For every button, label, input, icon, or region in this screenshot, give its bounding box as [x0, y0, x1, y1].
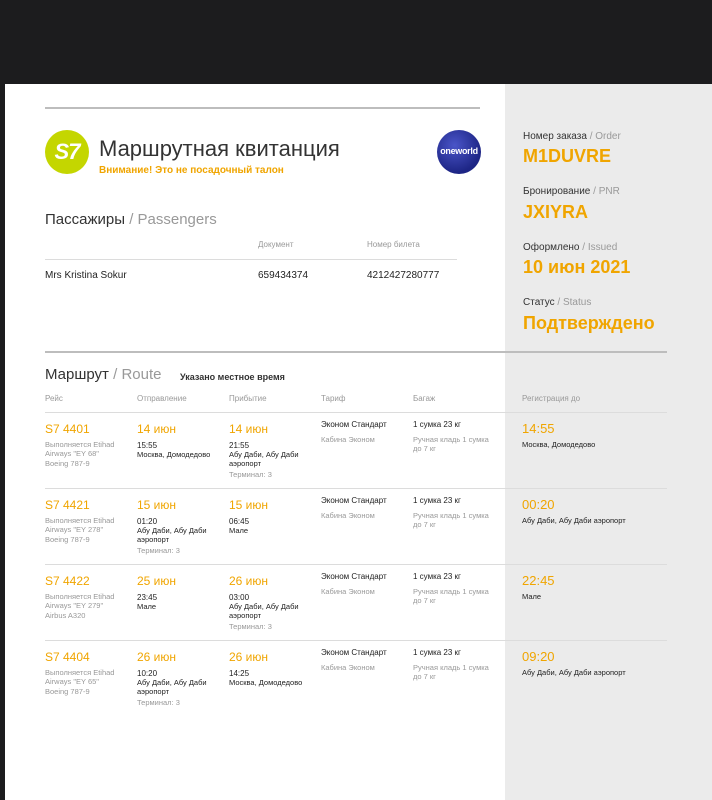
- tariff: Эконом Стандарт: [321, 572, 387, 581]
- arrival-place: Мале: [229, 526, 249, 535]
- passenger-name: Mrs Kristina Sokur: [45, 270, 127, 281]
- baggage-allowance: 1 сумка 23 кг: [413, 572, 461, 581]
- arrival-place: Абу Даби, Абу Даби аэропорт: [229, 602, 299, 621]
- departure-place: Абу Даби, Абу Даби аэропорт: [137, 526, 207, 545]
- flight-number: S7 4421: [45, 498, 90, 512]
- route-row: [5, 640, 712, 716]
- passenger-header-line: [45, 259, 457, 260]
- pnr-label: Бронирование / PNR: [523, 186, 620, 197]
- departure-time: 10:20: [137, 669, 158, 678]
- cabin-class: Кабина Эконом: [321, 435, 375, 444]
- tariff-col-header: Тариф: [321, 394, 346, 403]
- operated-by: Выполняется Etihad Airways "EY 279" Airbus A320: [45, 592, 115, 620]
- arrival-date: 15 июн: [229, 498, 269, 512]
- order-number: M1DUVRE: [523, 146, 612, 166]
- arrival-date: 26 июн: [229, 650, 269, 664]
- pnr-value: JXIYRA: [523, 202, 589, 222]
- departure-terminal: Терминал: 3: [137, 698, 180, 707]
- arrival-terminal: Терминал: 3: [229, 622, 272, 631]
- baggage-allowance: 1 сумка 23 кг: [413, 648, 461, 657]
- route-row: [5, 412, 712, 488]
- hand-luggage: Ручная кладь 1 сумка до 7 кг: [413, 511, 489, 530]
- departure-date: 14 июн: [137, 422, 177, 436]
- page-title: Маршрутная квитанция: [99, 136, 340, 161]
- checkin-place: Абу Даби, Абу Даби аэропорт: [522, 516, 626, 525]
- departure-place: Мале: [137, 602, 157, 611]
- oneworld-logo: oneworld: [437, 130, 481, 174]
- flight-number: S7 4422: [45, 574, 90, 588]
- hand-luggage: Ручная кладь 1 сумка до 7 кг: [413, 663, 489, 682]
- tariff: Эконом Стандарт: [321, 420, 387, 429]
- cabin-class: Кабина Эконом: [321, 511, 375, 520]
- s7-logo: S7: [45, 130, 89, 174]
- departure-time: 01:20: [137, 517, 158, 526]
- arrival-date: 26 июн: [229, 574, 269, 588]
- hand-luggage: Ручная кладь 1 сумка до 7 кг: [413, 587, 489, 606]
- arrival-date: 14 июн: [229, 422, 269, 436]
- top-divider: [45, 107, 480, 109]
- checkin-deadline: 22:45: [522, 573, 555, 588]
- departure-date: 25 июн: [137, 574, 177, 588]
- baggage-allowance: 1 сумка 23 кг: [413, 420, 461, 429]
- checkin-place: Москва, Домодедово: [522, 440, 596, 449]
- checkin-col-header: Регистрация до: [522, 394, 581, 403]
- hand-luggage: Ручная кладь 1 сумка до 7 кг: [413, 435, 489, 454]
- checkin-place: Абу Даби, Абу Даби аэропорт: [522, 668, 626, 677]
- not-boarding-pass-warning: Внимание! Это не посадочный талон: [99, 165, 284, 176]
- baggage-col-header: Багаж: [413, 394, 436, 403]
- checkin-deadline: 14:55: [522, 421, 555, 436]
- checkin-deadline: 09:20: [522, 649, 555, 664]
- checkin-place: Мале: [522, 592, 542, 601]
- route-row: [5, 488, 712, 564]
- arrival-col-header: Прибытие: [229, 394, 267, 403]
- status-value: Подтверждено: [523, 313, 655, 333]
- departure-place: Москва, Домодедово: [137, 450, 211, 459]
- arrival-time: 14:25: [229, 669, 250, 678]
- flight-number: S7 4401: [45, 422, 90, 436]
- passengers-title: Пассажиры / Passengers: [45, 211, 217, 228]
- operated-by: Выполняется Etihad Airways "EY 278" Boeing 787-9: [45, 516, 115, 544]
- departure-place: Абу Даби, Абу Даби аэропорт: [137, 678, 207, 697]
- arrival-terminal: Терминал: 3: [229, 470, 272, 479]
- departure-date: 26 июн: [137, 650, 177, 664]
- arrival-place: Абу Даби, Абу Даби аэропорт: [229, 450, 299, 469]
- tariff: Эконом Стандарт: [321, 496, 387, 505]
- route-title: Маршрут / Route: [45, 366, 162, 383]
- departure-terminal: Терминал: 3: [137, 546, 180, 555]
- order-label: Номер заказа / Order: [523, 131, 621, 142]
- passenger-ticket: 4212427280777: [367, 270, 440, 281]
- cabin-class: Кабина Эконом: [321, 663, 375, 672]
- flight-number: S7 4404: [45, 650, 90, 664]
- local-time-note: Указано местное время: [180, 372, 285, 382]
- route-divider: [45, 351, 667, 353]
- passenger-document: 659434374: [258, 270, 309, 281]
- departure-date: 15 июн: [137, 498, 177, 512]
- route-row: [5, 564, 712, 640]
- issued-label: Оформлено / Issued: [523, 242, 618, 253]
- baggage-allowance: 1 сумка 23 кг: [413, 496, 461, 505]
- cabin-class: Кабина Эконом: [321, 587, 375, 596]
- status-label: Статус / Status: [523, 297, 592, 308]
- operated-by: Выполняется Etihad Airways "EY 65" Boeing 787-9: [45, 668, 115, 696]
- departure-time: 23:45: [137, 593, 158, 602]
- ticket-col-header: Номер билета: [367, 240, 420, 249]
- tariff: Эконом Стандарт: [321, 648, 387, 657]
- checkin-deadline: 00:20: [522, 497, 555, 512]
- arrival-time: 06:45: [229, 517, 250, 526]
- departure-col-header: Отправление: [137, 394, 187, 403]
- arrival-place: Москва, Домодедово: [229, 678, 303, 687]
- arrival-time: 21:55: [229, 441, 250, 450]
- departure-time: 15:55: [137, 441, 158, 450]
- itinerary-receipt-page: [5, 84, 712, 800]
- arrival-time: 03:00: [229, 593, 250, 602]
- issued-date: 10 июн 2021: [523, 257, 631, 277]
- document-col-header: Документ: [258, 240, 294, 249]
- flight-col-header: Рейс: [45, 394, 63, 403]
- operated-by: Выполняется Etihad Airways "EY 68" Boeing 787-9: [45, 440, 115, 468]
